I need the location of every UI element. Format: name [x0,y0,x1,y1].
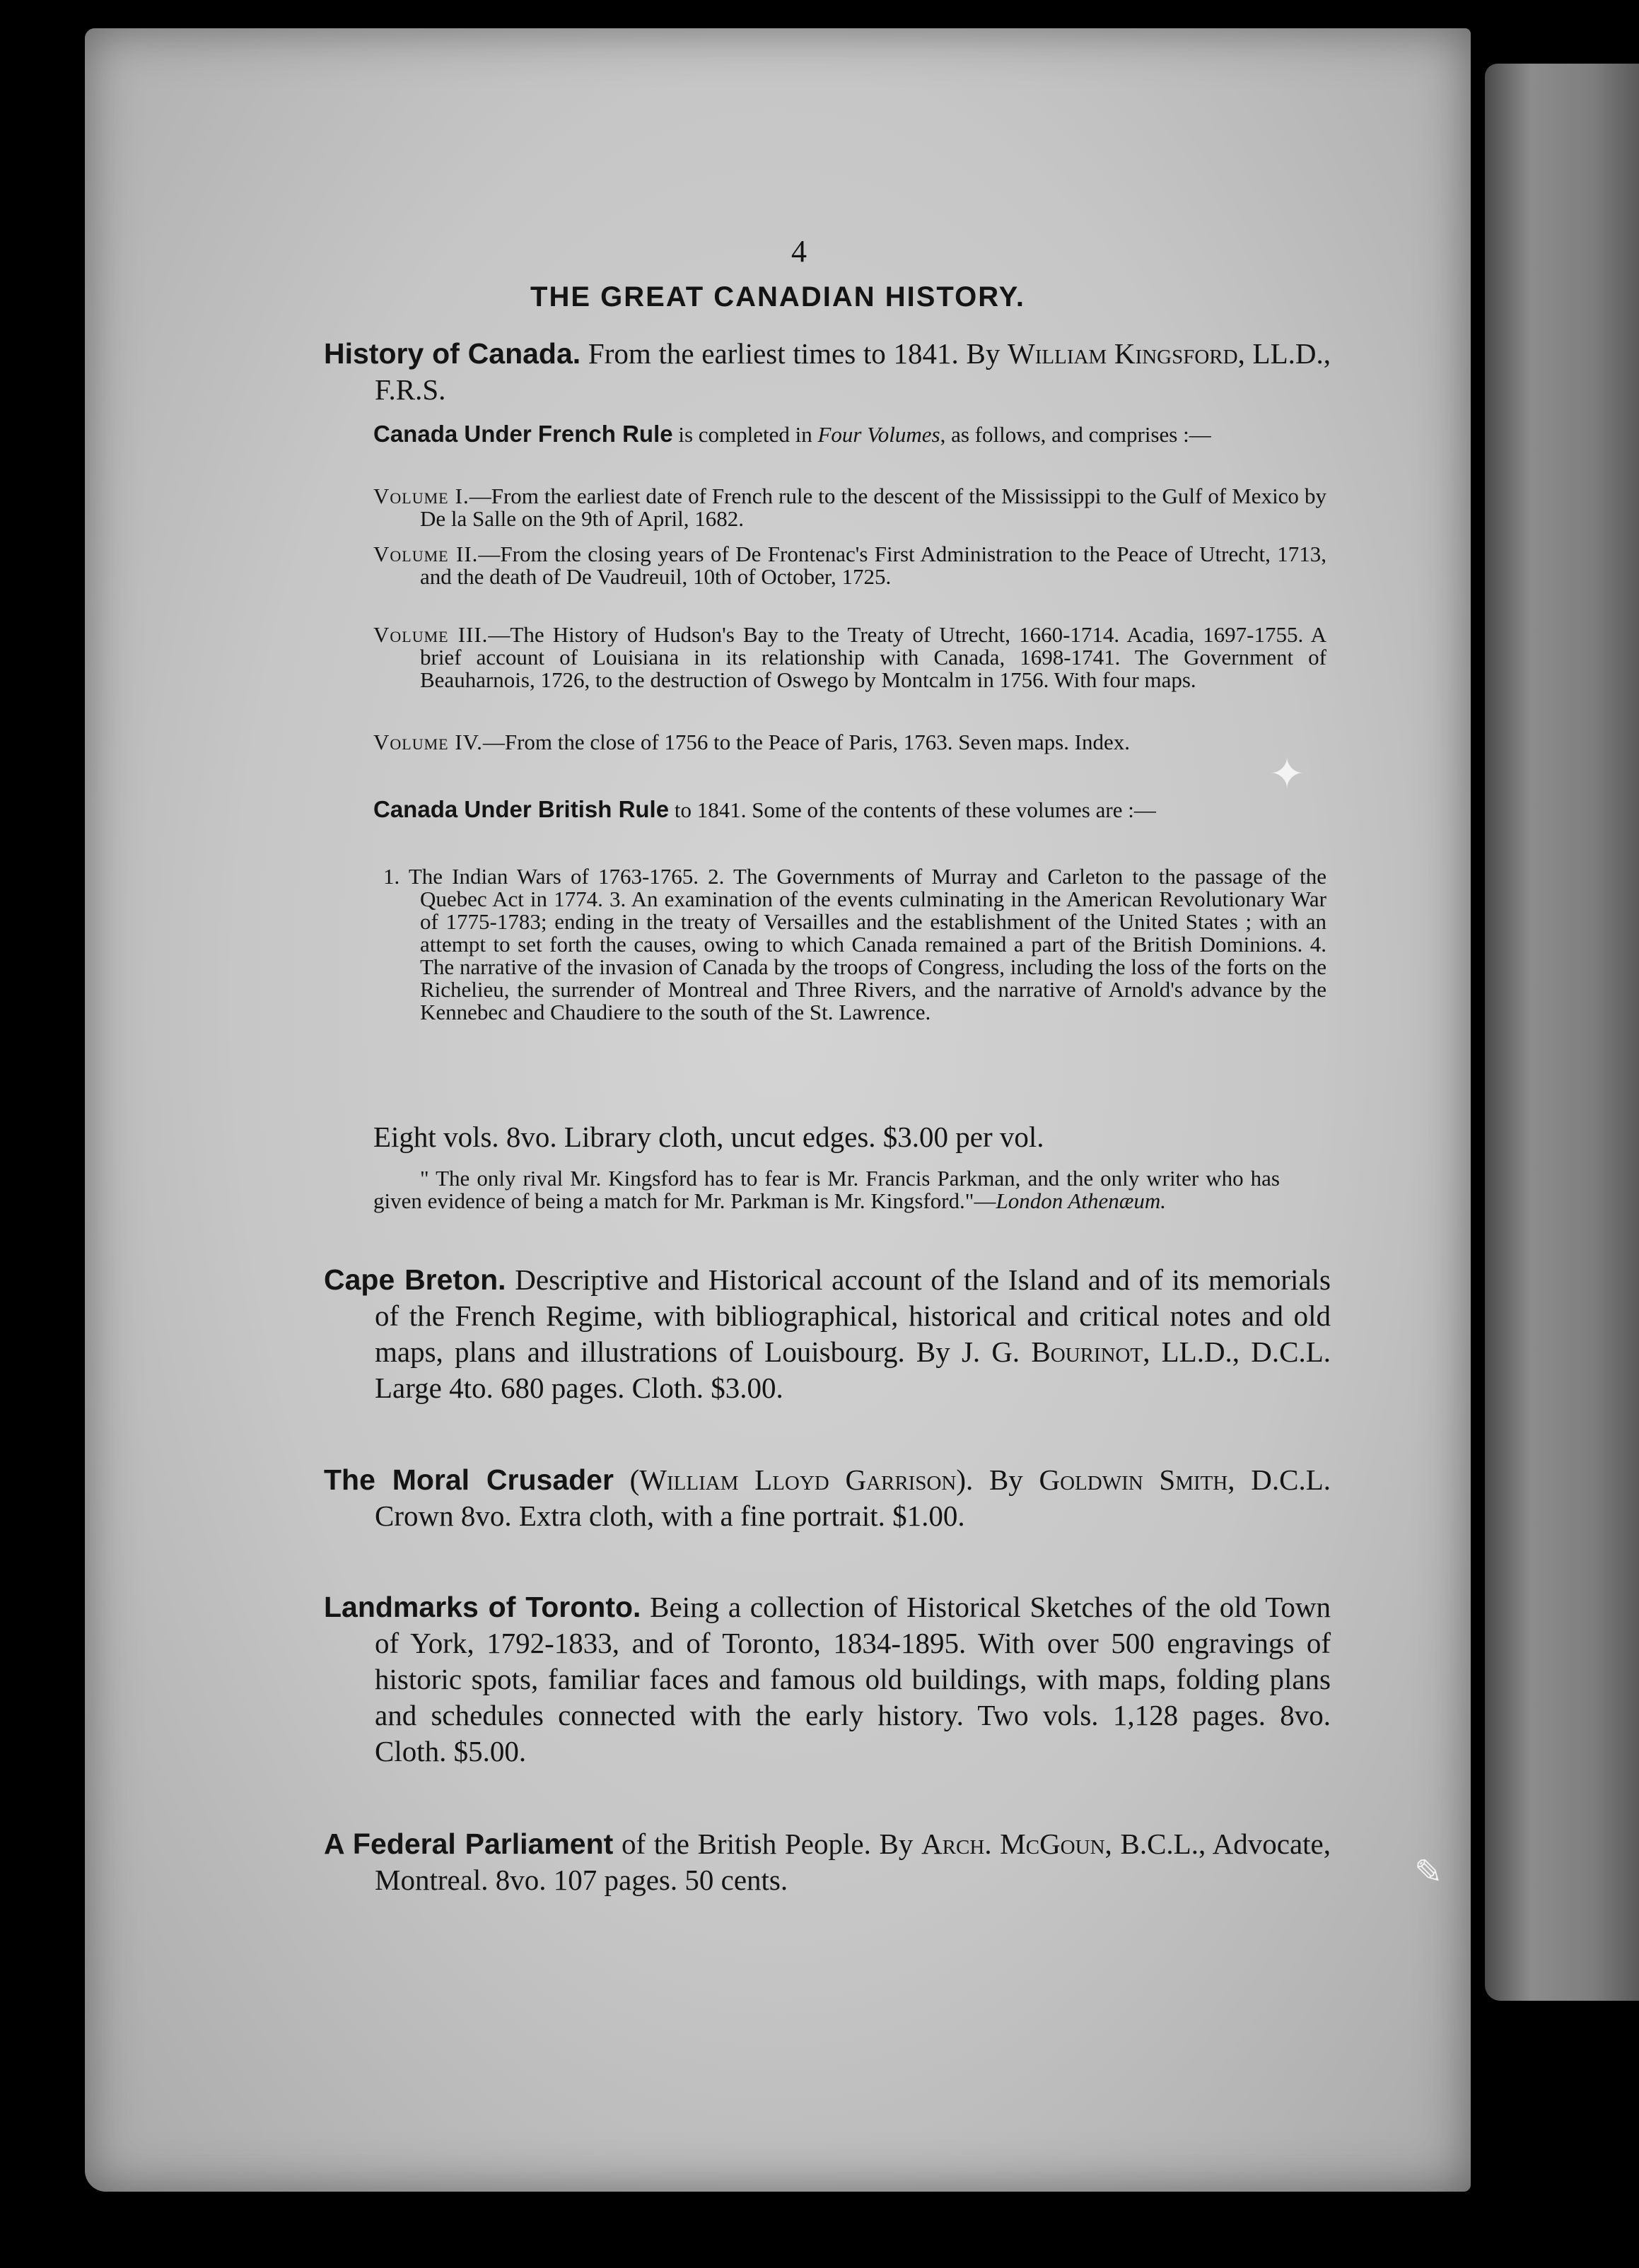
entry-details: , LL.D., D.C.L. Large 4to. 680 pages. Cloth. $3.00. [375,1335,1331,1404]
entry-moral-crusader [324,1462,1331,1534]
entry-history-of-canada [324,336,1331,408]
review-quote [373,1167,1280,1212]
volume-text: —From the closing years of De Frontenac's First Administration to the Peace of Utrecht, 1713, and the death of De Vaudreuil, 10th of October, 1725. [420,542,1326,589]
paren-close: ). By [956,1463,1039,1496]
paren-open: ( [613,1463,640,1496]
paper-tear-mark: ✦ [1269,749,1305,799]
section-title: Canada Under French Rule [373,421,673,447]
volume-text: —From the earliest date of French rule to the descent of the Mississippi to the Gulf of Mexico by De la Salle on the 9th of April, 1682. [420,484,1326,531]
entry-description: Descriptive and Historical account of the Island and of its memorials of the French Regime, with bibliographical, historical and critical notes and old maps, plans and illustrations of Louisbourg. By [375,1263,1331,1368]
author-name: Goldwin Smith [1039,1463,1228,1496]
entry-landmarks-of-toronto [324,1589,1331,1770]
entry-title: Landmarks of Toronto. [324,1591,641,1623]
volume-text: —The History of Hudson's Bay to the Treaty of Utrecht, 1660-1714. Acadia, 1697-1755. A brief account of Louisiana in its relationship with Canada, 1698-1741. The Government of Beauharnois, 1726, to the destruction of Oswego by Montcalm in 1756. With four maps. [420,622,1327,692]
british-rule-contents: 1. The Indian Wars of 1763-1765. 2. The Governments of Murray and Carleton to the passage of the Quebec Act in 1774. 3. An examination of the events culminating in the American Revolutionary War of 1775-1783; ending in the treaty of Versailles and the establishment of the United States ; with an attempt to set forth the causes, owing to which Canada remained a part of the British Dominions. 4. The narrative of the invasion of Canada by the troops of Congress, including the loss of the forts on the Richelieu, the surrender of Montreal and Three Rivers, and the narrative of Arnold's advance by the Kennebec and Chaudiere to the south of the St. Lawrence. [383,864,1326,1024]
volume-item-3 [373,624,1326,691]
section-text: to 1841. Some of the contents of these volumes are :— [669,797,1156,822]
section-text-end: , as follows, and comprises :— [940,422,1211,447]
entry-cape-breton [324,1262,1331,1406]
subject-name: William Lloyd Garrison [639,1463,957,1496]
entry-title: The Moral Crusader [324,1463,614,1496]
page-heading: THE GREAT CANADIAN HISTORY. [530,281,1025,312]
volume-item-4 [373,731,1326,754]
volume-label: Volume IV. [373,730,483,754]
entry-description: of the British People. By [613,1828,922,1860]
british-rule-intro [373,798,1326,822]
entry-description: Being a collection of Historical Sketches of the old Town of York, 1792-1833, and of Toronto, 1834-1895. With over 500 engravings of historic spots, familiar faces and famous old buildings, with maps, folding plans and schedules connected with the early history. Two vols. 1,128 pages. 8vo. Cloth. $5.00. [375,1591,1331,1767]
entry-title: A Federal Parliament [324,1828,614,1860]
volume-text: —From the close of 1756 to the Peace of Paris, 1763. Seven maps. Index. [482,730,1131,754]
volume-label: Volume III. [373,622,489,647]
author-name: William Kingsford [1008,337,1238,370]
volume-item-2 [373,543,1326,588]
italic-phrase: Four Volumes [817,422,940,447]
page-number: 4 [791,234,807,269]
margin-pencil-mark: ✎ [1414,1852,1443,1892]
french-rule-intro [373,423,1326,446]
entry-details: , B.C.L., Advocate, Montreal. 8vo. 107 pages. 50 cents. [375,1828,1331,1896]
pricing-line: Eight vols. 8vo. Library cloth, uncut edges. $3.00 per vol. [373,1121,1044,1153]
entry-title: History of Canada. [324,337,581,370]
author-name: J. G. Bourinot [961,1335,1143,1368]
entry-title: Cape Breton. [324,1263,506,1296]
volume-label: Volume I. [373,484,469,508]
section-text: is completed in [672,422,818,447]
entry-description: From the earliest times to 1841. By [581,337,1008,370]
quote-source: London Athenæum. [996,1188,1167,1213]
entry-credentials: , LL.D., F.R.S. [375,337,1331,406]
quote-text: " The only rival Mr. Kingsford has to fear is Mr. Francis Parkman, and the only writer who has given evidence of being a match for Mr. Parkman is Mr. Kingsford."— [373,1166,1280,1213]
author-name: Arch. McGoun [921,1828,1105,1860]
volume-item-1 [373,485,1326,530]
entry-details: , D.C.L. Crown 8vo. Extra cloth, with a fine portrait. $1.00. [375,1463,1331,1532]
entry-federal-parliament [324,1826,1331,1898]
section-title: Canada Under British Rule [373,796,670,822]
volume-label: Volume II. [373,542,479,566]
